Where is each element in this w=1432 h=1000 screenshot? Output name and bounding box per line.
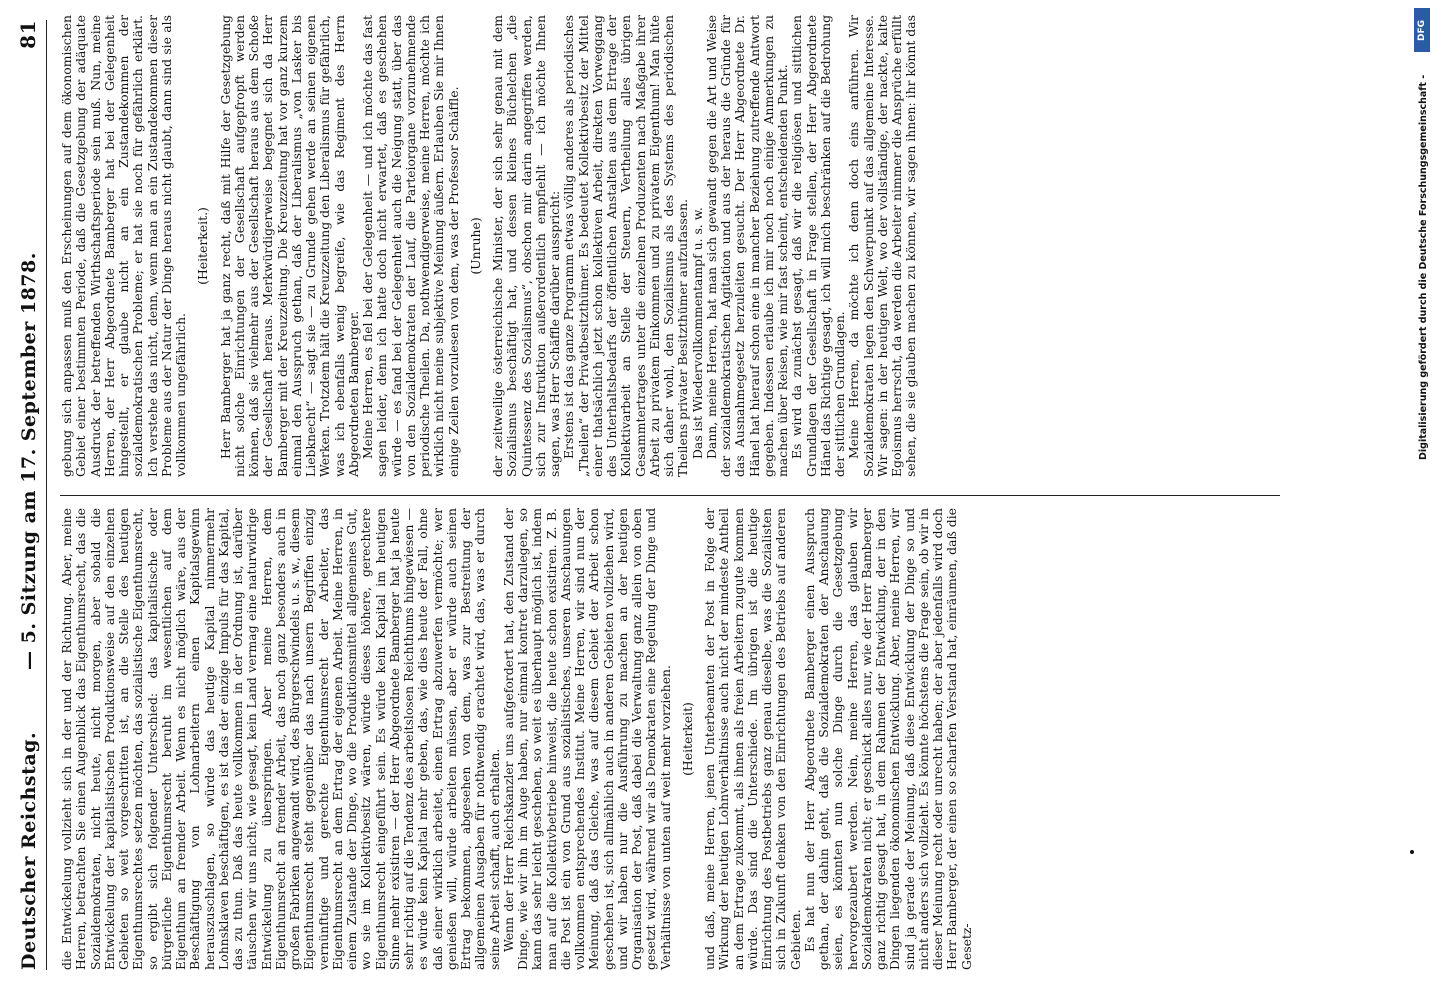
paragraph: und daß, meine Herren, jenen Unterbeamten der Post in Folge der Wirkung der heutigen Lohnverhältnisse auch nicht der mindeste Antheil an dem Ertrage zukommt, als ihnen als freien Arbeitern zugute kommen würde. Das sind die Unterschiede. Im übrigen ist die heutige Einrichtung des Postbetriebs ganz genau dieselbe, was die Sozialisten sich in Zukunft denken von den Einrichtungen des Betriebs auf anderen Gebieten.: [702, 508, 803, 970]
paragraph: Es hat nun der Herr Abgeordnete Bamberger einen Ausspruch gethan, der dahin geht, daß die Sozialdemokraten der Anschauung seien, es könnten nun solche Dinge durch die Gesetzgebung hervorgezaubert werden. Nein, meine Herren, das glauben wir Sozialdemokraten nicht; er geschickt alles nur, wie der Herr Bamberger ganz richtig gesagt hat, in dem Rahmen der Entwicklung, der in den Dingen liegenden ökonomischen Entwicklung. Aber, meine Herren, wir sind ja gerade der Meinung, daß diese Entwicklung der Dinge so und nicht anders sich vollzieht. Es könnte höchstens die Frage sein, ob wir in dieser Meinung recht oder unrecht haben; der aber jedenfalls wird doch Herr Bamberger, der einen so scharfen Verstand hat, einräumen, daß die Gesetz-: [801, 508, 974, 970]
dfg-logo: DFG: [1414, 8, 1430, 52]
paragraph: Wenn der Herr Reichskanzler uns aufgefordert hat, den Zustand der Dinge, wie wir ihn im Auge haben, nur einmal kontret darzulegen, so kann das sehr leicht geschehen, so weit es überhaupt möglich ist, indem man auf die Kollektivbetriebe hinweist, die heute schon existiren. Z. B. die Post ist ein von Grund aus sozialistisches, unseren Anschauungen vollkommen entsprechendes Institut. Meine Herren, wir sind nun der Meinung, daß das Gleiche, was auf diesem Gebiet der Arbeit schon geschehen ist, sich allmählich auch in anderen Gebieten vollziehen wird, und wir haben nur die Ausführung zu machen an der heutigen Organisation der Post, daß dabei die Verwaltung ganz allein von oben gesetzt wird, während wir als Demokraten eine Regelung der Dinge und Verhältnisse von unten auf weit mehr vorziehen.: [500, 508, 673, 970]
right-column: [60, 15, 919, 477]
page-header: [12, 20, 47, 970]
paragraph: Das ist Wiedervollkommentampf u. s. w.: [689, 207, 705, 459]
paragraph: Dann, meine Herren, hat man sich gewandt gegen die Art und Weise der sozialdemokratischen Agitation und aus der heraus die Gründe für das Ausnahmegesetz herzuleiten gesucht. Der Herr Abgeordnete Dr. Hänel hat hierauf schon eine in mancher Beziehung zutreffende Antwort gegeben. Indessen erlaube ich mir noch noch einige Anmerkungen zu machen über Reisen, wie mir fast scheint, entscheidenden Punkt.: [703, 15, 790, 477]
paragraph: die Entwickelung vollzieht sich in der und der Richtung. Aber, meine Herren, betrachten Sie einen Augenblick das Eigenthumsrecht, das die Sozialdemokraten, nicht heute, nicht morgen, aber sobald die Entwickelung der kapitalistischen Produktionsweise auf den einzelnen Gebieten so weit vorgeschritten ist, an die Stelle des heutigen Eigenthumsrechtes setzen möchten, das sozialistische Eigenthumsrecht, so ergibt sich folgender Unterschied: das kapitalistische oder bürgerliche Eigenthumsrecht beruht im wesentlichen auf dem Eigenthum an fremder Arbeit. Wenn es nicht möglich wäre, aus der Beschäftigung von Lohnarbeitern einen Kapitalsgewinn herauszuschlagen, so würde das heutige Kapital nimmermehr Lohnsklaven beschäftigen, es ist das der einzige Impuls für das Kapital, das zu thun. Daß das heute vollkommen in der Ordnung ist, darüber täuschen wir uns nicht; wie gesagt, kein Land vermag eine naturwidrige Entwickelung zu überspringen. Aber meine Herren, dem Eigenthumsrecht an fremder Arbeit, das noch ganz besonders auch in großen Fabriken angewandt wird, des Bürgerschwindels u. s. w., diesem Eigenthumsrecht steht gegenüber das nach unsern Begriffen einzig vernünftige und gerechte Eigenthumsrecht der Arbeiter, das Eigenthumsrecht an dem Ertrag der eigenen Arbeit. Meine Herren, in einem Zustande der Dinge, wo die Produktionsmittel allgemeines Gut, wo sie im Kollektivbesitz wären, würde dieses höhere, gerechtere Eigenthumsrecht eingeführt sein. Es würde kein Kapital im heutigen Sinne mehr existiren — der Herr Abgeordnete Bamberger hat ja heute sehr richtig auf die Tendenz des arbeitslosen Reichthums hingewiesen — es würde kein Kapital mehr geben, das, wie dies heute der Fall, ohne daß einer wirklich arbeitet, einen Ertrag abzuwerfen vermöchte; wer genießen will, würde arbeiten müssen, aber er würde auch seinen Ertrag bekommen, abgesehen von dem, was zur Bestreitung der allgemeinen Ausgaben für nothwendig erachtet wird, das, was er durch seine Arbeit schafft, auch erhalten.: [59, 508, 502, 970]
paragraph: gebung sich anpassen muß den Erscheinungen auf dem ökonomischen Gebiet einer bestimmten Periode, daß die Gesetzgebung der adäquate Ausdruck der betreffenden Wirthschaftsperiode sein muß. Nun, meine Herren, der Herr Abgeordnete Bamberger hat bei der Gelegenheit hingestellt, er glaube nicht an ein Zustandekommen der sozialdemokratischen Probleme; er hat sie noch für gefährlich erklärt. Ich verstehe das nicht, denn, wenn man an ein Zustandekommen dieser Probleme aus der Natur der Dinge heraus nicht glaubt, dann sind sie als vollkommen ungefährlich.: [59, 15, 188, 477]
paragraph: Herr Bamberger hat ja ganz recht, daß mit Hilfe der Gesetzgebung nicht solche Einrichtungen der Gesellschaft aufgepfropft werden können, daß sie vielmehr aus der Gesellschaft heraus aus dem Schoße der Gesellschaft heraus. Merkwürdigerweise begegnet sich da Herr Bamberger mit der Kreuzzeitung. Die Kreuzzeitung hat vor ganz kurzem einmal den Ausspruch gethan, daß der Liberalismus „von Lasker bis Liebknecht“ — sagt sie — zu Grunde gehen werde an seinen eigenen Werken. Trotzdem hält die Kreuzzeitung den Liberalismus für gefährlich, was ich ebenfalls wenig begreife, wie das Regiment des Herrn Abgeordneten Bamberger.: [217, 15, 361, 477]
left-column: [60, 508, 974, 970]
quotation: Erstens ist das ganze Programm etwas völlig anderes als periodisches „Theilen“ der Privatbesitzthümer. Es bedeutet Kollektivbesitz der Mittel einer thatsächlich jetzt schon kollektiven Arbeit, direkten Vorweggang des Unterhaltsbedarfs der öffentlichen Anstalten aus dem Ertrage der Kollektivarbeit an Stelle der Steuern, Vertheilung alles übrigen Gesammtertrages unter die einzelnen Produzenten nach Maßgabe ihrer Arbeit zu privatem Einkommen und zu privatem Eigenthum! Man hüte sich daher wohl, den Sozialismus als des Systems des periodischen Theilens privater Besitzthümer aufzufassen.: [561, 15, 691, 477]
column-divider: [60, 495, 1280, 496]
page-number: 81: [16, 20, 40, 49]
interjection: (Unruhe): [467, 217, 483, 275]
digitization-note: Digitalisierung gefördert durch die Deutsche Forschungsgemeinschaft -: [1418, 74, 1429, 460]
paragraph: Meine Herren, es fiel bei der Gelegenheit — und ich möchte das fast sagen leider, denn ich hatte doch nicht erwartet, daß es geschehen würde — es fand bei der Gelegenheit auch die Neigung statt, über das von den Sozialdemokraten der Lauf, die Parteiorgane vorzunehmende periodische Theilen. Da, nothwendigerweise, meine Herren, möchte ich wirklich nicht meine subjektive Meinung äußern. Erlauben Sie mir Ihnen einige Zeilen vorzulesen von dem, was der Professor Schäffle.: [360, 15, 461, 477]
session-title: — 5. Sitzung am 17. September 1878.: [18, 252, 40, 670]
paragraph: der zeitweilige österreichische Minister, der sich sehr genau mit dem Sozialismus beschäftigt hat, und dessen kleines Büchelchen „die Quintessenz des Sozialismus“, obschon mir darin angegriffen werden, sich zur Instruktion außerordentlich empfiehlt — ich möchte Ihnen sagen, was Herr Schäffle darüber ausspricht:: [490, 15, 562, 477]
paragraph: Meine Herren, da möchte ich denn doch eins anführen. Wir Sozialdemokraten legen den Schwerpunkt auf das allgemeine Interesse. Wir sagen: in der heutigen Welt, wo der vollständige, der nackte, kalte Egoismus herrscht, da werden die Arbeiter nimmer die Ansprüche erfüllt sehen, die sie glauben machen zu können, wir sagen ihnen: ihr könnt das: [846, 15, 919, 477]
interjection: (Heiterkeit.): [195, 207, 211, 285]
paragraph: Es wird da zunächst gesagt, daß wir die religiösen und sittlichen Grundlagen der Gesellschaft in Frage stellen, der Herr Abgeordnete Hänel das Richtige gesagt, ich will mich beschränken auf die Bedrohung der sittlichen Grundlagen.: [789, 15, 847, 477]
interjection: (Heiterkeit): [679, 702, 695, 776]
publication-title: Deutscher Reichstag.: [18, 731, 40, 970]
